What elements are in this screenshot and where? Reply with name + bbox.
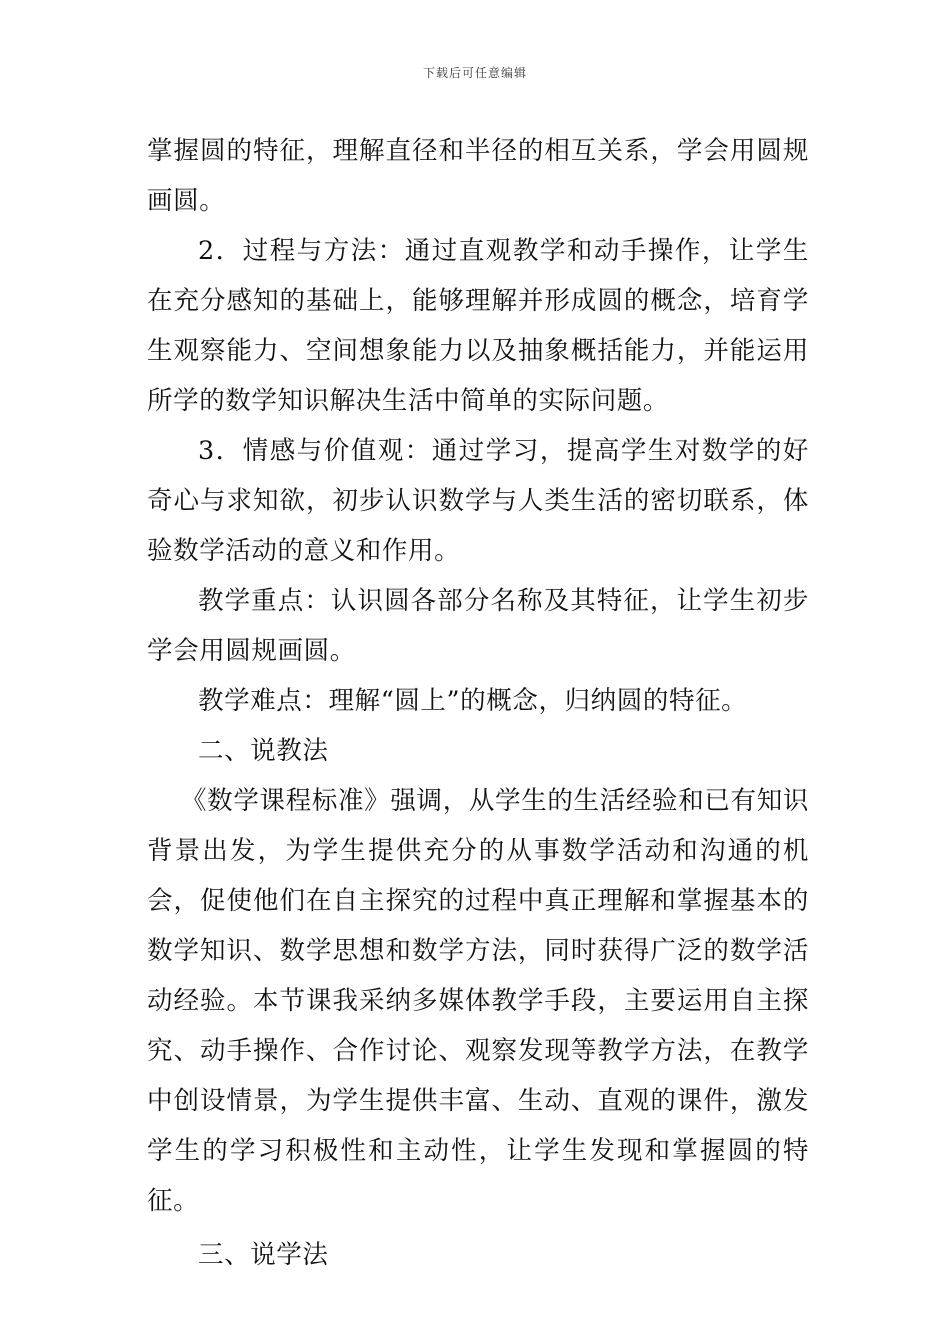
paragraph-teaching-difficulty: 教学难点：理解“圆上”的概念，归纳圆的特征。: [198, 686, 748, 716]
paragraph-process-method: 2．过程与方法：通过直观教学和动手操作，让学生在充分感知的基础上，能够理解并形成圆的概念，培育学生观察能力、空间想象能力以及抽象概括能力，并能运用所学的数学知识解决生活中简单的实际问题。: [147, 236, 809, 416]
page-header: 下载后可任意编辑: [422, 66, 527, 80]
paragraph-objective-continued: 掌握圆的特征，理解直径和半径的相互关系，学会用圆规画圆。: [147, 136, 809, 216]
section-heading-teaching-method: 二、说教法: [198, 736, 329, 766]
document-body: [147, 126, 809, 1280]
paragraph-teaching-focus: 教学重点：认识圆各部分名称及其特征，让学生初步学会用圆规画圆。: [147, 586, 809, 666]
paragraph-teaching-method: 《数学课程标准》强调，从学生的生活经验和已有知识背景出发，为学生提供充分的从事数学活动和沟通的机会，促使他们在自主探究的过程中真正理解和掌握基本的数学知识、数学思想和数学方法，同时获得广泛的数学活动经验。本节课我采纳多媒体教学手段，主要运用自主探究、动手操作、合作讨论、观察发现等教学方法，在教学中创设情景，为学生提供丰富、生动、直观的课件，激发学生的学习积极性和主动性，让学生发现和掌握圆的特征。: [147, 786, 809, 1216]
section-heading-learning-method: 三、说学法: [198, 1240, 329, 1270]
paragraph-emotion-values: 3．情感与价值观：通过学习，提高学生对数学的好奇心与求知欲，初步认识数学与人类生活的密切联系，体验数学活动的意义和作用。: [147, 436, 809, 566]
